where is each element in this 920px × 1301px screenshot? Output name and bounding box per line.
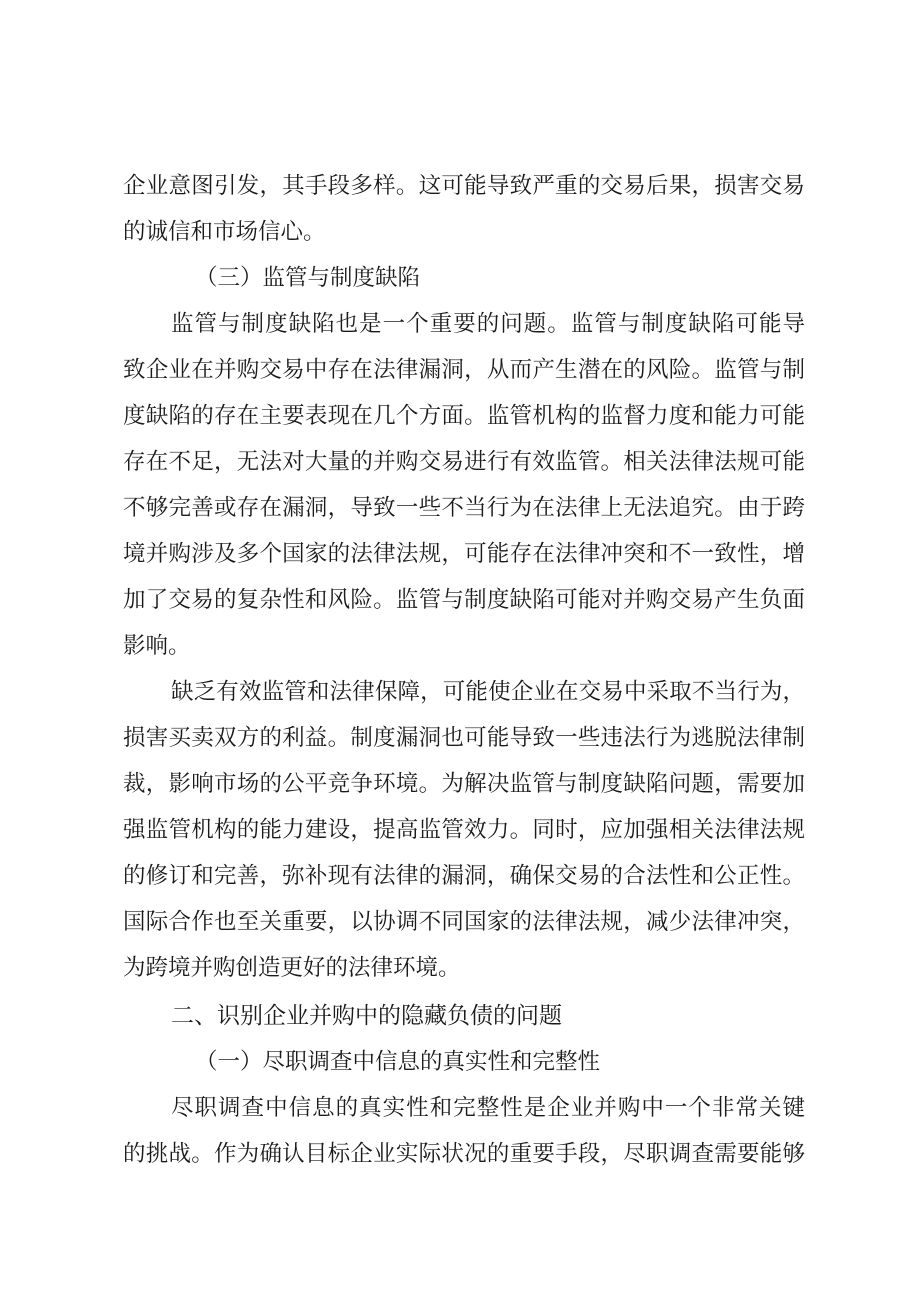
text-line: 致企业在并购交易中存在法律漏洞，从而产生潜在的风险。监管与制 xyxy=(123,357,805,383)
text-line: 国际合作也至关重要，以协调不同国家的法律法规，减少法律冲突， xyxy=(123,909,805,935)
text-line: 度缺陷的存在主要表现在几个方面。监管机构的监督力度和能力可能 xyxy=(123,403,805,429)
section-heading-2: 二、识别企业并购中的隐藏负债的问题 xyxy=(171,1003,562,1029)
text-line: 的挑战。作为确认目标企业实际状况的重要手段，尽职调查需要能够 xyxy=(123,1141,805,1167)
text-line: 存在不足，无法对大量的并购交易进行有效监管。相关法律法规可能 xyxy=(123,449,805,475)
section-heading-3: （一）尽职调查中信息的真实性和完整性 xyxy=(195,1049,601,1075)
text-line: 裁，影响市场的公平竞争环境。为解决监管与制度缺陷问题，需要加 xyxy=(123,771,805,797)
text-line: 企业意图引发，其手段多样。这可能导致严重的交易后果，损害交易 xyxy=(123,173,805,199)
text-line: 强监管机构的能力建设，提高监管效力。同时，应加强相关法律法规 xyxy=(123,817,805,843)
text-line: 加了交易的复杂性和风险。监管与制度缺陷可能对并购交易产生负面 xyxy=(123,587,805,613)
text-line: 损害买卖双方的利益。制度漏洞也可能导致一些违法行为逃脱法律制 xyxy=(123,725,805,751)
text-line: 缺乏有效监管和法律保障，可能使企业在交易中采取不当行为， xyxy=(171,679,805,705)
text-line: 为跨境并购创造更好的法律环境。 xyxy=(123,955,461,981)
text-line: 尽职调查中信息的真实性和完整性是企业并购中一个非常关键 xyxy=(171,1095,805,1121)
text-line: 监管与制度缺陷也是一个重要的问题。监管与制度缺陷可能导 xyxy=(171,311,805,337)
text-line: 影响。 xyxy=(123,633,191,659)
section-heading-3: （三）监管与制度缺陷 xyxy=(195,265,421,291)
text-line: 境并购涉及多个国家的法律法规，可能存在法律冲突和不一致性，增 xyxy=(123,541,805,567)
text-line: 的诚信和市场信心。 xyxy=(123,219,326,245)
text-line: 的修订和完善，弥补现有法律的漏洞，确保交易的合法性和公正性。 xyxy=(123,863,805,889)
text-line: 不够完善或存在漏洞，导致一些不当行为在法律上无法追究。由于跨 xyxy=(123,495,805,521)
